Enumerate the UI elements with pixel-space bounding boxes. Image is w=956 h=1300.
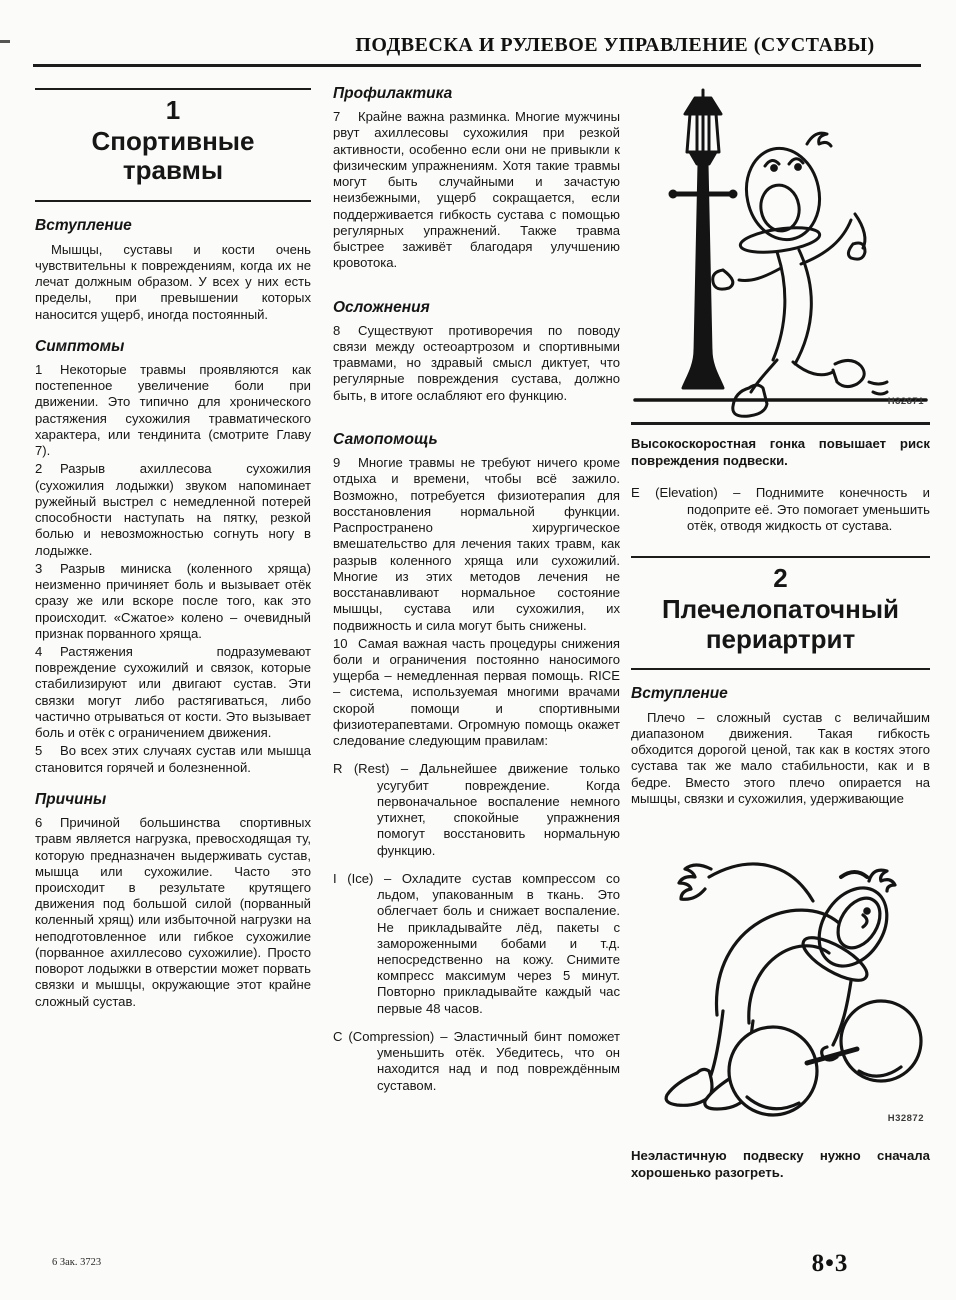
- item-number: 6: [35, 815, 43, 831]
- item-number: 2: [35, 461, 43, 477]
- page-number: 8•3: [811, 1250, 849, 1277]
- item-text: Крайне важна разминка. Многие мужчины рвут ахиллесовы сухожилия при резкой активности, особенно если они не привыкли к физическим упражнениям. Хотя такие травмы могут быть случайными и зачастую неизбежными, ущерб сокращается, если поддерживается гибкость сустава с помощью регулярных упражнений. Также травма быстрее заживёт благодаря улучшению кровотока.: [333, 109, 620, 271]
- rice-label: I (Ice): [333, 870, 374, 886]
- right-column: [631, 82, 930, 1181]
- rice-item-compression: [333, 1029, 620, 1094]
- symptom-item: [35, 461, 311, 558]
- item-text: Разрыв миниска (коленного хряща) неизменно причиняет боль и вызывает отёк сразу же или вскоре после того, как это происходит. «Сжатое» колено – очевидный признак порванного хряща.: [35, 560, 311, 641]
- item-number: 1: [35, 361, 43, 377]
- item-text: Причиной большинства спортивных травм является нагрузка, превосходящая ту, которую предназначен выдерживать сустав, мышца или сухожилие. Часто это происходит в результате крутящего движения под большой силой (порванный коленный хрящ) или избыточной нагрузки на неподготовленное или гибкое сухожилие (порванное ахиллесово сухожилие). Просто поворот лодыжки в отверстии может порвать связки и мышцы, окружающие этот крайне сложный сустав.: [35, 815, 311, 1009]
- section-2-box: [631, 556, 930, 670]
- item-number: 9: [333, 455, 341, 471]
- rice-label: C (Compression): [333, 1028, 435, 1044]
- item-text: Некоторые травмы проявляются как постепенное увеличение боли при движении. Это типично для хронического растяжения сухожилия травматического характера, или тендинита (смотрите Главу 7).: [35, 361, 311, 459]
- item-number: 5: [35, 743, 43, 759]
- intro-heading: Вступление: [35, 217, 132, 235]
- symptom-item: [35, 561, 311, 642]
- section-2-number: 2: [773, 563, 788, 594]
- symptom-item: [35, 362, 311, 459]
- item-number: 4: [35, 643, 43, 659]
- scan-edge-artifact: [0, 40, 10, 43]
- intro2-heading: Вступление: [631, 685, 728, 703]
- item-text: Самая важная часть процедуры снижения боли и ограничения постоянно наносимого ущерба – немедленная первая помощь. RICE – система, используемая многими врачами скорой помощи и спортивными физиотерапевтами. Огромную помощь окажет следование следующим правилам:: [333, 635, 620, 749]
- selfhelp-item: [333, 455, 620, 634]
- elevation-label: E (Elevation): [631, 485, 718, 501]
- item-number: 7: [333, 109, 341, 125]
- item-text: Разрыв ахиллесова сухожилия (сухожилия лодыжки) звуком напоминает ружейный выстрел с немедленной потерей способности наступать на пятку, резкой болью и невозможностью согнуть ногу в лодыжке.: [35, 461, 311, 558]
- header-divider: [33, 64, 921, 67]
- causes-item: [35, 815, 311, 1010]
- figure2-caption: Неэластичную подвеску нужно сначала хорошенько разогреть.: [631, 1148, 930, 1181]
- section-2-title: Плечелопаточный периартрит: [661, 593, 900, 654]
- intro2-paragraph: Плечо – сложный сустав с величайшим диапазоном движения. Такая гибкость обходится дорогой ценой, так как в костях этого сустава так же мало стабильности, как и в бедре. Вместо этого плечо опирается на мышцы, связки и сухожилия, удерживающие: [631, 709, 930, 806]
- figure2-code: H32872: [887, 1113, 924, 1125]
- symptom-item: [35, 644, 311, 741]
- figure1-divider: [631, 422, 930, 425]
- symptom-item: [35, 743, 311, 775]
- section-1-box: [35, 88, 311, 202]
- middle-column: [333, 84, 620, 1094]
- figure-jogger-lamppost: [631, 82, 930, 420]
- figure1-caption: Высокоскоростная гонка повышает риск повреждения подвески.: [631, 436, 930, 469]
- rice-text: – Охладите сустав компрессом со льдом, упакованным в ткань. Это облегчает боль и снижает воспаление. Не прикладывайте лёд, пакеты с замороженными бобами и т.д. непосредственно на кожу. Снимите компресс максимум через 5 минут. Повторно прикладывайте каждый час первые 48 часов.: [377, 870, 621, 1016]
- section-1-number: 1: [165, 95, 181, 125]
- selfhelp-heading: Самопомощь: [333, 430, 438, 448]
- rice-text: – Эластичный бинт поможет уменьшить отёк. Убедитесь, что он находится над и под повреждённым суставом.: [377, 1028, 621, 1093]
- item-number: 10: [333, 635, 348, 651]
- item-text: Растяжения подразумевают повреждение сухожилий и связок, которые стабилизируют или двигают сустав. Эти связки могут либо растягиваться, либо частично отрываться от кости. Это вызывает боль и отёк с ограничением движения.: [35, 643, 311, 741]
- page-header-title: ПОДВЕСКА И РУЛЕВОЕ УПРАВЛЕНИЕ (СУСТАВЫ): [355, 34, 875, 56]
- prevention-item: [333, 109, 620, 271]
- jogger-lamppost-illustration: [631, 82, 930, 420]
- left-column: [35, 88, 311, 1012]
- figure-lifter-barbell: [631, 819, 930, 1137]
- print-run-note: 6 Зак. 3723: [52, 1257, 102, 1268]
- figure1-code: H32871: [887, 396, 924, 408]
- intro-paragraph: Мышцы, суставы и кости очень чувствительны к повреждениям, когда их не лечат должным образом. У всех у них есть пределы, при превышении которых наносится ущерб, иногда постоянный.: [35, 241, 311, 322]
- item-text: Существуют противоречия по поводу связи между остеоартрозом и спортивными травмами, но здравый смысл диктует, что регулярные повреждения сустава, должно быть, в итоге ослабляют его функцию.: [333, 322, 620, 403]
- elevation-item: [631, 485, 930, 534]
- item-text: Многие травмы не требуют ничего кроме отдыха и времени, чтобы всё зажило. Возможно, потребуется физиотерапия для восстановления нормальной функции. Распространено хирургическое вмешательство для лечения таких травм, как разрыв коленного хряща или сухожилий. Многие из этих методов лечения не восстанавливают нормальное состояние мышцы, сустава или сухожилия, их подвижность и сила могут быть снижены.: [333, 455, 620, 633]
- rice-text: – Дальнейшее движение только усугубит повреждение. Когда первоначальное воспаление немного утихнет, спокойные упражнения помогут восстановить нормальную функцию.: [377, 761, 620, 858]
- rice-item-ice: [333, 871, 620, 1017]
- selfhelp-item: [333, 636, 620, 750]
- section-1-title: Спортивные травмы: [91, 125, 255, 186]
- complications-item: [333, 323, 620, 404]
- causes-heading: Причины: [35, 790, 107, 808]
- item-text: Во всех этих случаях сустав или мышца становится горячей и болезненной.: [35, 743, 311, 775]
- lifter-barbell-illustration: [631, 819, 930, 1137]
- rice-label: R (Rest): [333, 761, 390, 777]
- item-number: 8: [333, 322, 341, 338]
- prevention-heading: Профилактика: [333, 85, 453, 102]
- symptoms-heading: Симптомы: [35, 337, 125, 355]
- complications-heading: Осложнения: [333, 298, 430, 316]
- rice-item-rest: [333, 761, 620, 858]
- elevation-text: – Поднимите конечность и подоприте её. Это помогает уменьшить отёк, отводя жидкость от сустава.: [687, 485, 930, 533]
- item-number: 3: [35, 560, 43, 576]
